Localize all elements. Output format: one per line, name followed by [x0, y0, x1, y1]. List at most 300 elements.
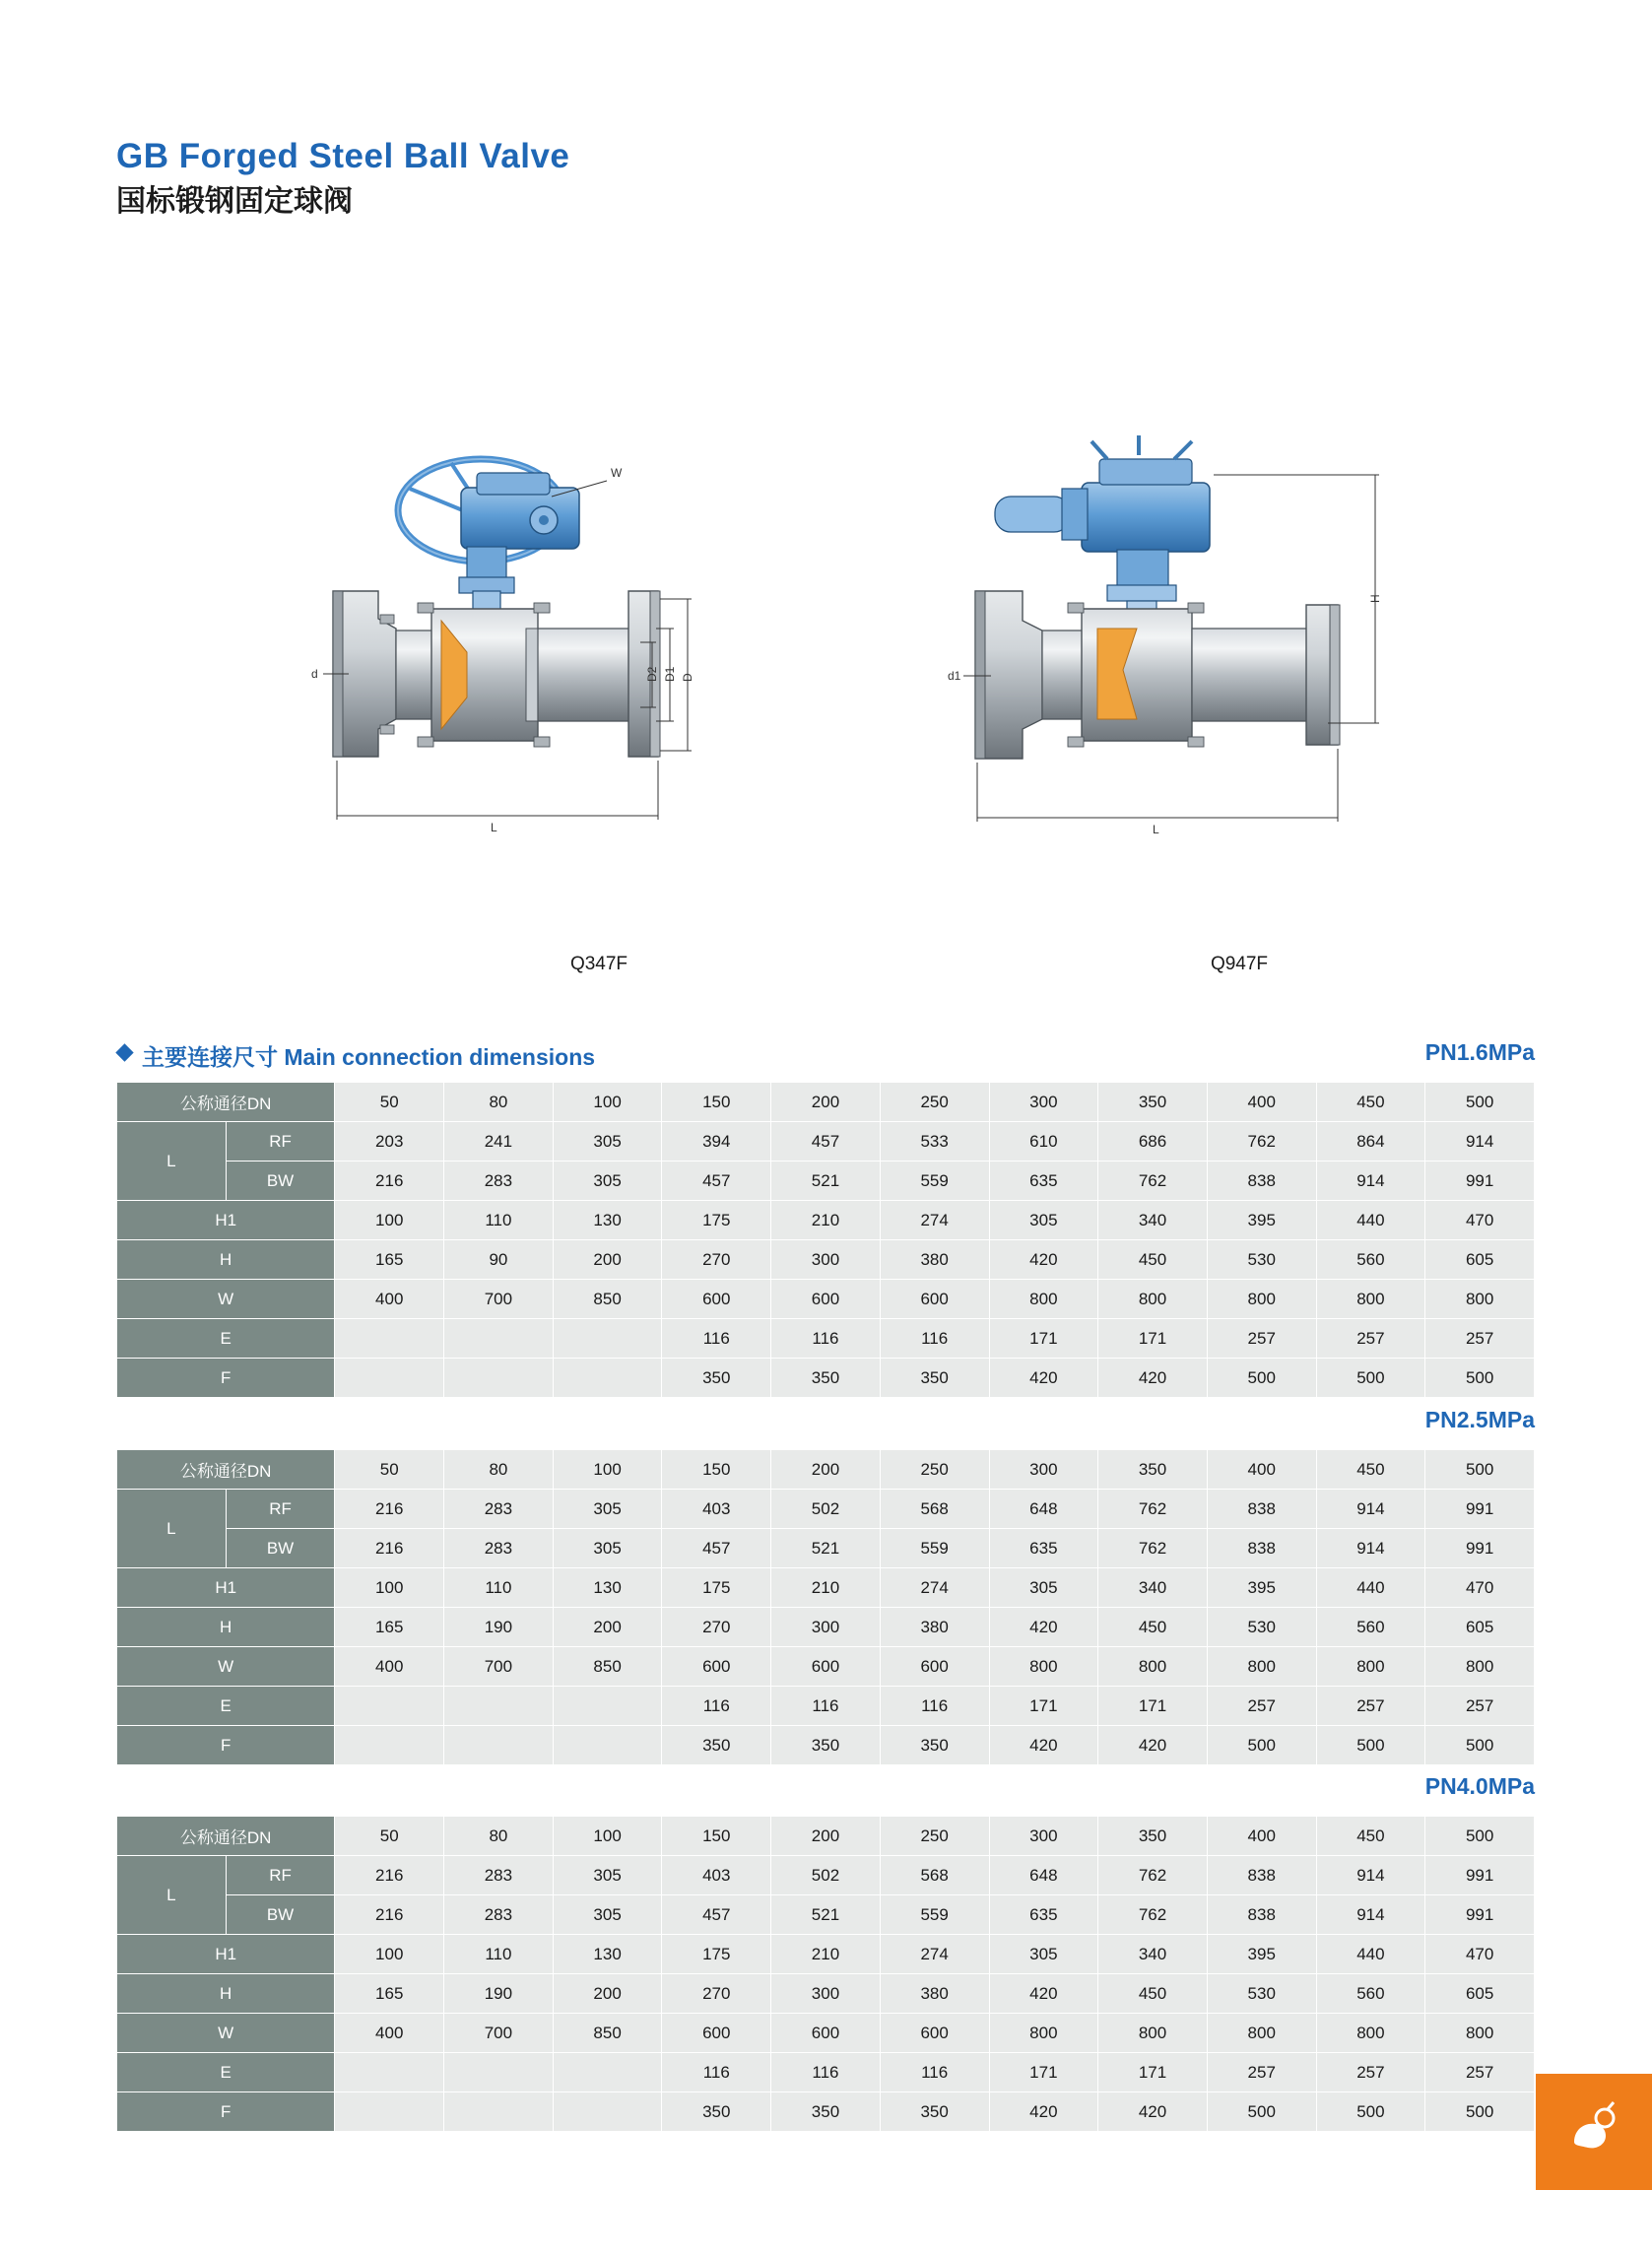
table-cell: 914: [1316, 1490, 1425, 1529]
diamond-icon: [115, 1043, 133, 1061]
table-row: [117, 2014, 1535, 2053]
column-header-size: 350: [1098, 1450, 1208, 1490]
table-cell: 394: [662, 1122, 771, 1162]
row-sub-label: BW: [226, 1895, 335, 1935]
table-cell: 762: [1098, 1490, 1208, 1529]
table-cell: [444, 2053, 554, 2092]
table-cell: 914: [1316, 1162, 1425, 1201]
table-cell: 420: [989, 1240, 1098, 1280]
dimension-label-d-bore: d: [311, 667, 318, 681]
table-cell: [444, 1726, 554, 1765]
table-cell: [335, 1319, 444, 1359]
table-row: [117, 1647, 1535, 1687]
table-cell: 914: [1316, 1895, 1425, 1935]
table-cell: 521: [771, 1162, 881, 1201]
table-cell: 559: [880, 1529, 989, 1568]
column-header-size: 250: [880, 1083, 989, 1122]
table-cell: 648: [989, 1856, 1098, 1895]
table-cell: 457: [662, 1162, 771, 1201]
table-cell: 274: [880, 1201, 989, 1240]
column-header-size: 400: [1207, 1817, 1316, 1856]
row-label: H1: [117, 1201, 335, 1240]
table-cell: 210: [771, 1201, 881, 1240]
table-cell: 600: [880, 1280, 989, 1319]
row-label: F: [117, 1726, 335, 1765]
column-header-dn: 公称通径DN: [117, 1083, 335, 1122]
table-cell: 800: [989, 1647, 1098, 1687]
table-cell: 500: [1316, 1359, 1425, 1398]
column-header-size: 400: [1207, 1450, 1316, 1490]
table-cell: 559: [880, 1162, 989, 1201]
table-cell: 216: [335, 1529, 444, 1568]
dimension-label-d1-bore: d1: [948, 669, 961, 683]
table-cell: 350: [880, 1726, 989, 1765]
table-cell: 850: [553, 1647, 662, 1687]
table-cell: 283: [444, 1490, 554, 1529]
table-cell: 800: [1316, 1647, 1425, 1687]
table-cell: 914: [1316, 1856, 1425, 1895]
row-label: F: [117, 2092, 335, 2132]
table-cell: 257: [1207, 1687, 1316, 1726]
table-cell: 914: [1425, 1122, 1535, 1162]
table-cell: 605: [1425, 1974, 1535, 2014]
table-cell: 110: [444, 1935, 554, 1974]
table-cell: 800: [1098, 1647, 1208, 1687]
table-cell: 90: [444, 1240, 554, 1280]
table-cell: 110: [444, 1201, 554, 1240]
table-cell: 380: [880, 1974, 989, 2014]
table-cell: 305: [553, 1122, 662, 1162]
table-cell: 762: [1207, 1122, 1316, 1162]
table-cell: [553, 2092, 662, 2132]
table-cell: 305: [553, 1895, 662, 1935]
table-cell: 305: [553, 1856, 662, 1895]
table-pn25-wrap: [116, 1449, 1535, 1765]
table-cell: 850: [553, 2014, 662, 2053]
table-cell: 838: [1207, 1490, 1316, 1529]
table-cell: 560: [1316, 1240, 1425, 1280]
table-cell: 800: [1316, 1280, 1425, 1319]
table-cell: 350: [771, 1359, 881, 1398]
table-cell: 530: [1207, 1240, 1316, 1280]
table-cell: 991: [1425, 1895, 1535, 1935]
table-cell: 165: [335, 1974, 444, 2014]
table-cell: 800: [1207, 2014, 1316, 2053]
table-cell: 838: [1207, 1856, 1316, 1895]
row-label: E: [117, 1687, 335, 1726]
table-cell: 305: [989, 1935, 1098, 1974]
table-cell: [444, 1687, 554, 1726]
table-cell: 560: [1316, 1608, 1425, 1647]
table-pn16-wrap: [116, 1082, 1535, 1398]
page-header: [116, 138, 1298, 220]
table-row: [117, 1319, 1535, 1359]
table-cell: 175: [662, 1201, 771, 1240]
column-header-size: 150: [662, 1450, 771, 1490]
figure-q947f: [934, 394, 1545, 985]
column-header-dn: 公称通径DN: [117, 1817, 335, 1856]
row-label: W: [117, 1647, 335, 1687]
table-cell: 450: [1098, 1974, 1208, 2014]
table-row: [117, 1895, 1535, 1935]
table-cell: 257: [1316, 2053, 1425, 2092]
table-cell: 171: [989, 1319, 1098, 1359]
table-row: [117, 1726, 1535, 1765]
table-row: [117, 1608, 1535, 1647]
table-cell: 171: [989, 1687, 1098, 1726]
table-cell: [335, 1687, 444, 1726]
table-cell: 171: [989, 2053, 1098, 2092]
table-cell: 600: [880, 1647, 989, 1687]
figure-caption-q347f: Q347F: [569, 954, 628, 974]
table-cell: 500: [1425, 2092, 1535, 2132]
table-cell: 116: [662, 1687, 771, 1726]
column-header-size: 200: [771, 1083, 881, 1122]
column-header-size: 200: [771, 1817, 881, 1856]
table-cell: 568: [880, 1856, 989, 1895]
table-cell: [335, 1359, 444, 1398]
section-heading: [116, 1039, 1535, 1073]
table-row: [117, 1280, 1535, 1319]
valve-logo-icon: [1558, 2096, 1629, 2167]
table-cell: 457: [662, 1895, 771, 1935]
table-row: [117, 2092, 1535, 2132]
table-cell: 395: [1207, 1568, 1316, 1608]
row-label: W: [117, 2014, 335, 2053]
table-cell: 502: [771, 1490, 881, 1529]
table-cell: 100: [335, 1935, 444, 1974]
table-row: [117, 1122, 1535, 1162]
table-cell: 762: [1098, 1529, 1208, 1568]
table-cell: 270: [662, 1608, 771, 1647]
table-cell: 100: [335, 1568, 444, 1608]
table-cell: 635: [989, 1162, 1098, 1201]
table-cell: 257: [1425, 1687, 1535, 1726]
table-cell: 110: [444, 1568, 554, 1608]
table-cell: 340: [1098, 1568, 1208, 1608]
table-cell: 395: [1207, 1935, 1316, 1974]
column-header-size: 300: [989, 1450, 1098, 1490]
table-cell: 914: [1316, 1529, 1425, 1568]
dimension-label-w: W: [611, 466, 623, 480]
table-cell: 800: [989, 2014, 1098, 2053]
table-cell: 420: [989, 2092, 1098, 2132]
dimension-label-l: L: [1153, 823, 1159, 836]
table-cell: 605: [1425, 1608, 1535, 1647]
table-cell: 216: [335, 1895, 444, 1935]
column-header-size: 450: [1316, 1083, 1425, 1122]
page-title-cn: 国标锻钢固定球阀: [116, 184, 353, 218]
valve-drawing-q947f: [934, 394, 1545, 946]
table-cell: [444, 1319, 554, 1359]
table-cell: 171: [1098, 1687, 1208, 1726]
table-cell: 991: [1425, 1529, 1535, 1568]
table-cell: 116: [880, 2053, 989, 2092]
table-cell: 165: [335, 1240, 444, 1280]
column-header-size: 100: [553, 1083, 662, 1122]
table-cell: 800: [1425, 1280, 1535, 1319]
table-cell: 116: [771, 1687, 881, 1726]
column-header-size: 200: [771, 1450, 881, 1490]
table-cell: 838: [1207, 1895, 1316, 1935]
table-cell: 600: [662, 1280, 771, 1319]
table-cell: 400: [335, 1280, 444, 1319]
table-cell: 305: [989, 1201, 1098, 1240]
corner-logo: [1536, 2074, 1652, 2190]
table-cell: 130: [553, 1568, 662, 1608]
table-cell: 420: [989, 1608, 1098, 1647]
figure-caption-q947f: Q947F: [1210, 954, 1269, 974]
page-title-en: GB Forged Steel Ball Valve: [116, 137, 570, 175]
table-cell: 420: [1098, 2092, 1208, 2132]
table-row: [117, 1529, 1535, 1568]
table-cell: 257: [1207, 2053, 1316, 2092]
table-cell: 991: [1425, 1162, 1535, 1201]
table-cell: 420: [989, 1359, 1098, 1398]
table-cell: 350: [662, 1726, 771, 1765]
table-cell: 700: [444, 1280, 554, 1319]
pn-heading-2: [116, 1407, 1535, 1440]
table-row: [117, 1856, 1535, 1895]
table-cell: 350: [662, 2092, 771, 2132]
table-cell: 171: [1098, 1319, 1208, 1359]
table-cell: 116: [662, 1319, 771, 1359]
column-header-size: 250: [880, 1450, 989, 1490]
table-cell: 257: [1425, 2053, 1535, 2092]
table-cell: 800: [1425, 2014, 1535, 2053]
table-cell: 283: [444, 1895, 554, 1935]
table-cell: 500: [1316, 1726, 1425, 1765]
table-cell: 283: [444, 1856, 554, 1895]
table-row: [117, 1568, 1535, 1608]
table-row: [117, 1687, 1535, 1726]
column-header-size: 500: [1425, 1083, 1535, 1122]
column-header-size: 50: [335, 1083, 444, 1122]
pn-label-3: PN4.0MPa: [1424, 1773, 1535, 1799]
table-cell: 175: [662, 1568, 771, 1608]
table-cell: 762: [1098, 1895, 1208, 1935]
column-header-size: 500: [1425, 1817, 1535, 1856]
column-header-size: 300: [989, 1817, 1098, 1856]
column-header-size: 80: [444, 1083, 554, 1122]
table-cell: 165: [335, 1608, 444, 1647]
table-cell: 762: [1098, 1162, 1208, 1201]
table-cell: 800: [1098, 1280, 1208, 1319]
table-cell: 420: [1098, 1726, 1208, 1765]
column-header-size: 400: [1207, 1083, 1316, 1122]
table-cell: 300: [771, 1974, 881, 2014]
table-cell: 530: [1207, 1974, 1316, 2014]
table-cell: 350: [880, 2092, 989, 2132]
table-cell: 762: [1098, 1856, 1208, 1895]
table-cell: 457: [771, 1122, 881, 1162]
table-cell: 210: [771, 1935, 881, 1974]
table-pn40-wrap: [116, 1816, 1535, 2132]
table-cell: 350: [771, 2092, 881, 2132]
column-header-size: 450: [1316, 1450, 1425, 1490]
table-cell: 116: [662, 2053, 771, 2092]
table-cell: [553, 1726, 662, 1765]
table-row: [117, 1974, 1535, 2014]
table-cell: 340: [1098, 1935, 1208, 1974]
table-cell: 838: [1207, 1162, 1316, 1201]
row-label: E: [117, 2053, 335, 2092]
column-header-size: 100: [553, 1450, 662, 1490]
table-cell: 216: [335, 1490, 444, 1529]
table-header-row: [117, 1817, 1535, 1856]
table-cell: [553, 1359, 662, 1398]
table-cell: 991: [1425, 1490, 1535, 1529]
table-cell: 500: [1316, 2092, 1425, 2132]
table-cell: 605: [1425, 1240, 1535, 1280]
column-header-size: 50: [335, 1817, 444, 1856]
table-cell: 403: [662, 1856, 771, 1895]
table-cell: 850: [553, 1280, 662, 1319]
table-cell: 380: [880, 1240, 989, 1280]
row-label: H: [117, 1608, 335, 1647]
table-cell: 400: [335, 2014, 444, 2053]
table-cell: 470: [1425, 1201, 1535, 1240]
table-cell: 257: [1425, 1319, 1535, 1359]
table-cell: [444, 1359, 554, 1398]
table-cell: 420: [989, 1974, 1098, 2014]
table-cell: 635: [989, 1895, 1098, 1935]
table-cell: 203: [335, 1122, 444, 1162]
table-cell: 395: [1207, 1201, 1316, 1240]
table-cell: 241: [444, 1122, 554, 1162]
table-cell: 700: [444, 2014, 554, 2053]
table-header-row: [117, 1083, 1535, 1122]
table-cell: 190: [444, 1608, 554, 1647]
table-cell: 500: [1207, 1359, 1316, 1398]
table-cell: 686: [1098, 1122, 1208, 1162]
table-cell: [335, 2053, 444, 2092]
table-cell: 200: [553, 1974, 662, 2014]
row-label: H1: [117, 1568, 335, 1608]
table-cell: 300: [771, 1240, 881, 1280]
row-label: L: [117, 1856, 227, 1935]
table-cell: 403: [662, 1490, 771, 1529]
table-cell: 270: [662, 1974, 771, 2014]
table-cell: 116: [771, 2053, 881, 2092]
table-cell: 350: [771, 1726, 881, 1765]
table-cell: 502: [771, 1856, 881, 1895]
table-row: [117, 1935, 1535, 1974]
table-row: [117, 1201, 1535, 1240]
column-header-size: 80: [444, 1450, 554, 1490]
table-cell: 190: [444, 1974, 554, 2014]
table-cell: 210: [771, 1568, 881, 1608]
row-sub-label: BW: [226, 1529, 335, 1568]
row-sub-label: RF: [226, 1490, 335, 1529]
figure-q347f: [294, 394, 904, 985]
column-header-size: 500: [1425, 1450, 1535, 1490]
table-cell: [444, 2092, 554, 2132]
table-cell: 257: [1316, 1319, 1425, 1359]
table-cell: 216: [335, 1162, 444, 1201]
table-pn40: [116, 1816, 1535, 2132]
table-cell: [553, 2053, 662, 2092]
row-sub-label: RF: [226, 1856, 335, 1895]
table-cell: 116: [771, 1319, 881, 1359]
row-label: L: [117, 1490, 227, 1568]
table-cell: 400: [335, 1647, 444, 1687]
table-cell: 559: [880, 1895, 989, 1935]
column-header-size: 350: [1098, 1817, 1208, 1856]
table-cell: 450: [1098, 1240, 1208, 1280]
column-header-size: 150: [662, 1817, 771, 1856]
dimension-label-d: D: [681, 673, 694, 682]
pn-heading-3: [116, 1773, 1535, 1807]
row-label: H: [117, 1240, 335, 1280]
table-cell: 648: [989, 1490, 1098, 1529]
table-cell: 257: [1207, 1319, 1316, 1359]
table-cell: 171: [1098, 2053, 1208, 2092]
table-cell: 800: [1098, 2014, 1208, 2053]
table-cell: 530: [1207, 1608, 1316, 1647]
figure-area: [116, 394, 1535, 985]
column-header-size: 350: [1098, 1083, 1208, 1122]
table-row: [117, 1162, 1535, 1201]
row-label: W: [117, 1280, 335, 1319]
table-cell: 216: [335, 1856, 444, 1895]
dimension-label-d2: D2: [645, 666, 659, 682]
row-label: L: [117, 1122, 227, 1201]
table-cell: 700: [444, 1647, 554, 1687]
table-cell: 200: [553, 1240, 662, 1280]
table-cell: 800: [1425, 1647, 1535, 1687]
table-cell: 420: [1098, 1359, 1208, 1398]
table-cell: [553, 1687, 662, 1726]
dimension-label-l: L: [491, 821, 497, 834]
row-sub-label: BW: [226, 1162, 335, 1201]
table-cell: 283: [444, 1162, 554, 1201]
section-title: 主要连接尺寸 Main connection dimensions: [142, 1044, 596, 1070]
table-cell: 440: [1316, 1935, 1425, 1974]
table-cell: 600: [771, 1280, 881, 1319]
table-cell: 100: [335, 1201, 444, 1240]
table-cell: 305: [553, 1162, 662, 1201]
table-cell: 130: [553, 1201, 662, 1240]
table-cell: 635: [989, 1529, 1098, 1568]
table-cell: [335, 2092, 444, 2132]
row-label: E: [117, 1319, 335, 1359]
table-row: [117, 1240, 1535, 1280]
table-cell: 283: [444, 1529, 554, 1568]
table-cell: 800: [1207, 1280, 1316, 1319]
table-cell: 270: [662, 1240, 771, 1280]
table-cell: 305: [989, 1568, 1098, 1608]
row-label: F: [117, 1359, 335, 1398]
row-sub-label: RF: [226, 1122, 335, 1162]
table-cell: 500: [1207, 2092, 1316, 2132]
table-cell: 450: [1098, 1608, 1208, 1647]
table-cell: 600: [771, 2014, 881, 2053]
table-cell: 600: [662, 2014, 771, 2053]
table-cell: 457: [662, 1529, 771, 1568]
table-cell: 274: [880, 1568, 989, 1608]
table-cell: 864: [1316, 1122, 1425, 1162]
column-header-size: 150: [662, 1083, 771, 1122]
table-cell: 600: [880, 2014, 989, 2053]
row-label: H1: [117, 1935, 335, 1974]
table-cell: 305: [553, 1529, 662, 1568]
table-cell: 560: [1316, 1974, 1425, 2014]
table-cell: 470: [1425, 1935, 1535, 1974]
table-cell: 340: [1098, 1201, 1208, 1240]
table-cell: 600: [771, 1647, 881, 1687]
table-cell: 533: [880, 1122, 989, 1162]
